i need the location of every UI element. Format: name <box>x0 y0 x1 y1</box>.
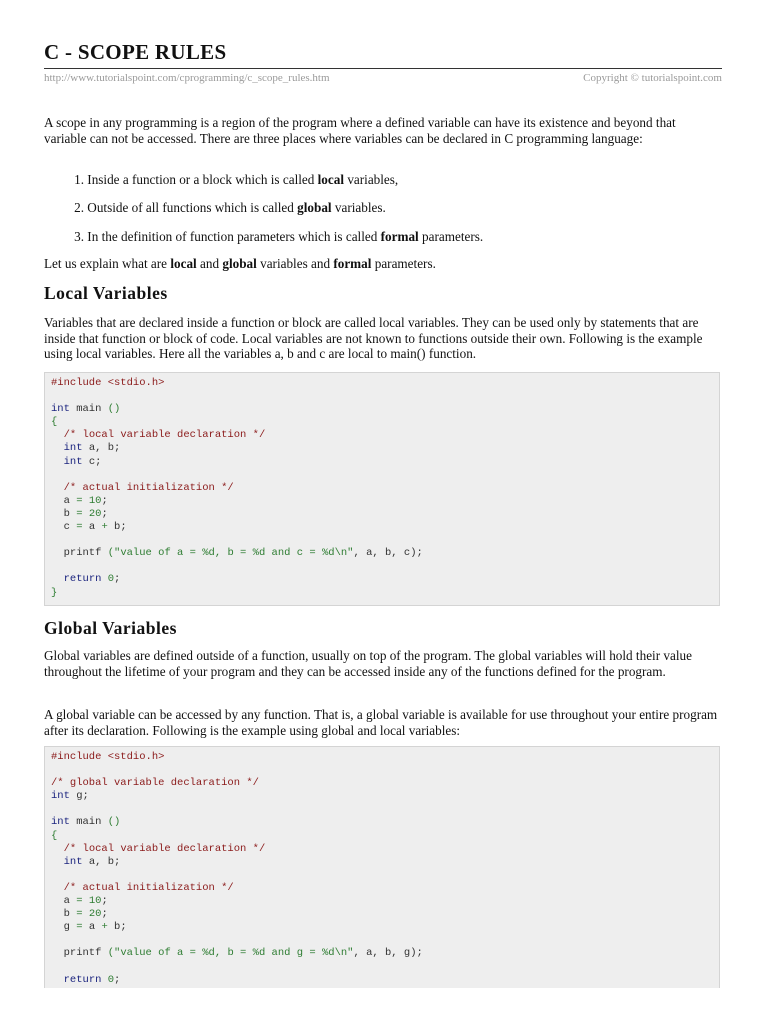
code-line <box>51 429 713 442</box>
code-token <box>51 429 64 441</box>
code-token: main <box>69 403 108 416</box>
list-item <box>44 229 684 244</box>
code-token: c <box>51 521 77 534</box>
list-item <box>44 200 684 215</box>
explain-bold: local <box>170 256 197 271</box>
code-token <box>51 882 64 894</box>
code-line <box>51 573 713 586</box>
code-token: 20 <box>88 908 102 921</box>
code-token: 0 <box>107 573 115 586</box>
source-url-link[interactable]: http://www.tutorialspoint.com/cprogramming/c_scope_rules.htm <box>44 72 330 84</box>
code-token <box>51 482 64 494</box>
code-token: b; <box>107 521 127 534</box>
local-variables-paragraph: Variables that are declared inside a function or block are called local variables. They can be used only by statements that are inside that function or block of code. Local variables are not known to functions outside their own. Following is the example using local variables. Here all the variables a, b and c are local to main() function. <box>44 315 703 361</box>
code-token: c; <box>82 455 102 468</box>
code-line <box>51 587 713 600</box>
code-token: printf <box>51 947 108 960</box>
code-token: = <box>76 507 83 520</box>
code-token: , a, b, g); <box>353 947 423 960</box>
code-line <box>51 869 713 882</box>
code-line <box>51 456 713 469</box>
code-token: = <box>76 494 83 507</box>
code-token: () <box>107 403 121 416</box>
code-token: g <box>51 921 77 934</box>
code-line <box>51 895 713 908</box>
global-example-code-block[interactable] <box>44 746 720 988</box>
list-bold-term: global <box>297 200 332 215</box>
code-line <box>51 534 713 547</box>
local-variables-heading: Local Variables <box>44 283 168 303</box>
list-number: 3. <box>74 229 84 244</box>
code-line <box>51 495 713 508</box>
code-line <box>51 843 713 856</box>
code-token: /* global variable declaration */ <box>51 777 259 790</box>
list-text: variables, <box>344 172 399 187</box>
page-title: C - SCOPE RULES <box>44 40 227 64</box>
code-token: a <box>82 521 102 534</box>
code-token: main <box>69 816 108 829</box>
local-example-code-block[interactable] <box>44 372 720 606</box>
code-token: /* local variable declaration */ <box>63 842 266 855</box>
code-token: ; <box>114 573 121 586</box>
code-token: #include <stdio.h> <box>51 751 165 763</box>
code-line <box>51 521 713 534</box>
code-line <box>51 764 713 777</box>
code-token: a <box>82 921 102 934</box>
code-token: () <box>107 816 121 829</box>
code-line <box>51 403 713 416</box>
code-token <box>51 456 64 468</box>
code-token: "value of a = %d, b = %d and g = %d\n" <box>114 947 354 960</box>
code-line <box>51 482 713 495</box>
code-token: /* actual initialization */ <box>63 881 234 894</box>
code-line <box>51 751 713 764</box>
code-line <box>51 777 713 790</box>
code-line <box>51 830 713 843</box>
global-variables-paragraph-1: Global variables are defined outside of a function, usually on top of the program. The global variables will hold their value throughout the lifetime of your program and they can be accessed inside any of the functions defined for the program. <box>44 648 692 679</box>
list-text: Inside a function or a block which is called <box>87 172 318 187</box>
code-line <box>51 947 713 960</box>
code-token: = <box>76 921 83 934</box>
global-variables-heading: Global Variables <box>44 618 177 638</box>
copyright-notice: Copyright © tutorialspoint.com <box>583 72 722 84</box>
code-token: 0 <box>107 973 115 986</box>
list-bold-term: formal <box>380 229 419 244</box>
code-line <box>51 921 713 934</box>
explain-paragraph <box>44 256 720 272</box>
code-line <box>51 377 713 390</box>
code-token: ; <box>101 908 108 921</box>
code-token: return <box>63 973 102 986</box>
code-line <box>51 442 713 455</box>
code-line <box>51 934 713 947</box>
code-line <box>51 469 713 482</box>
code-token: return <box>63 573 102 586</box>
code-line <box>51 816 713 829</box>
code-token: int <box>63 855 83 868</box>
list-number: 2. <box>74 200 84 215</box>
code-token: , a, b, c); <box>353 547 423 560</box>
code-line <box>51 790 713 803</box>
code-line <box>51 961 713 974</box>
code-token: int <box>63 455 83 468</box>
explain-text: Let us explain what are <box>44 256 171 271</box>
code-token <box>51 442 64 454</box>
code-token: 20 <box>88 507 102 520</box>
code-token: b; <box>107 921 127 934</box>
code-token: /* local variable declaration */ <box>63 429 266 442</box>
global-variables-paragraph-2: A global variable can be accessed by any function. That is, a global variable is available for use throughout your entire program after its declaration. Following is the example using global and local variables: <box>44 707 718 738</box>
code-token: { <box>51 829 58 842</box>
explain-bold: formal <box>333 256 372 271</box>
explain-text: and <box>196 256 223 271</box>
code-line <box>51 560 713 573</box>
code-token: b <box>51 507 77 520</box>
code-token: + <box>101 921 108 934</box>
code-token: = <box>76 908 83 921</box>
code-token: 10 <box>88 895 102 908</box>
code-token: ; <box>114 973 121 986</box>
code-token: { <box>51 416 58 429</box>
code-token: a, b; <box>82 442 121 455</box>
list-number: 1. <box>74 172 84 187</box>
explain-text: variables and <box>256 256 334 271</box>
list-text: parameters. <box>418 229 484 244</box>
code-token: a, b; <box>82 855 121 868</box>
list-text: In the definition of function parameters which is called <box>87 229 381 244</box>
code-token: a <box>51 494 77 507</box>
code-line <box>51 908 713 921</box>
list-bold-term: local <box>317 172 345 187</box>
code-token: } <box>51 586 58 599</box>
code-token <box>51 974 64 986</box>
code-token: "value of a = %d, b = %d and c = %d\n" <box>114 547 354 560</box>
code-token <box>51 573 64 585</box>
explain-bold: global <box>222 256 257 271</box>
code-token: b <box>51 908 77 921</box>
code-token: 10 <box>88 494 102 507</box>
code-token: int <box>51 790 70 803</box>
code-token: ; <box>101 507 108 520</box>
list-item <box>44 172 684 187</box>
code-token: printf <box>51 547 108 560</box>
code-token <box>51 843 64 855</box>
code-line <box>51 882 713 895</box>
code-token: = <box>76 521 83 534</box>
code-line <box>51 390 713 403</box>
code-token: ; <box>101 895 108 908</box>
intro-paragraph: A scope in any programming is a region of the program where a defined variable can have its existence and beyond that variable can not be accessed. There are three places where variables can be declared in C programming language: <box>44 115 676 146</box>
code-line <box>51 416 713 429</box>
list-text: variables. <box>331 200 386 215</box>
code-token: = <box>76 895 83 908</box>
code-token: int <box>51 403 70 416</box>
code-line <box>51 547 713 560</box>
code-token <box>51 856 64 868</box>
title-divider <box>44 68 722 69</box>
code-token: int <box>51 816 70 829</box>
code-token: /* actual initialization */ <box>63 481 234 494</box>
list-text: Outside of all functions which is called <box>87 200 298 215</box>
code-token: ( <box>107 547 115 560</box>
code-token: + <box>101 521 108 534</box>
code-line <box>51 974 713 987</box>
code-line <box>51 508 713 521</box>
code-token: g; <box>69 790 89 803</box>
code-token: int <box>63 442 83 455</box>
code-line <box>51 856 713 869</box>
code-line <box>51 803 713 816</box>
code-token: #include <stdio.h> <box>51 377 165 389</box>
explain-text: parameters. <box>371 256 436 271</box>
code-token: a <box>51 895 77 908</box>
code-token: ( <box>107 947 115 960</box>
code-token: ; <box>101 494 108 507</box>
